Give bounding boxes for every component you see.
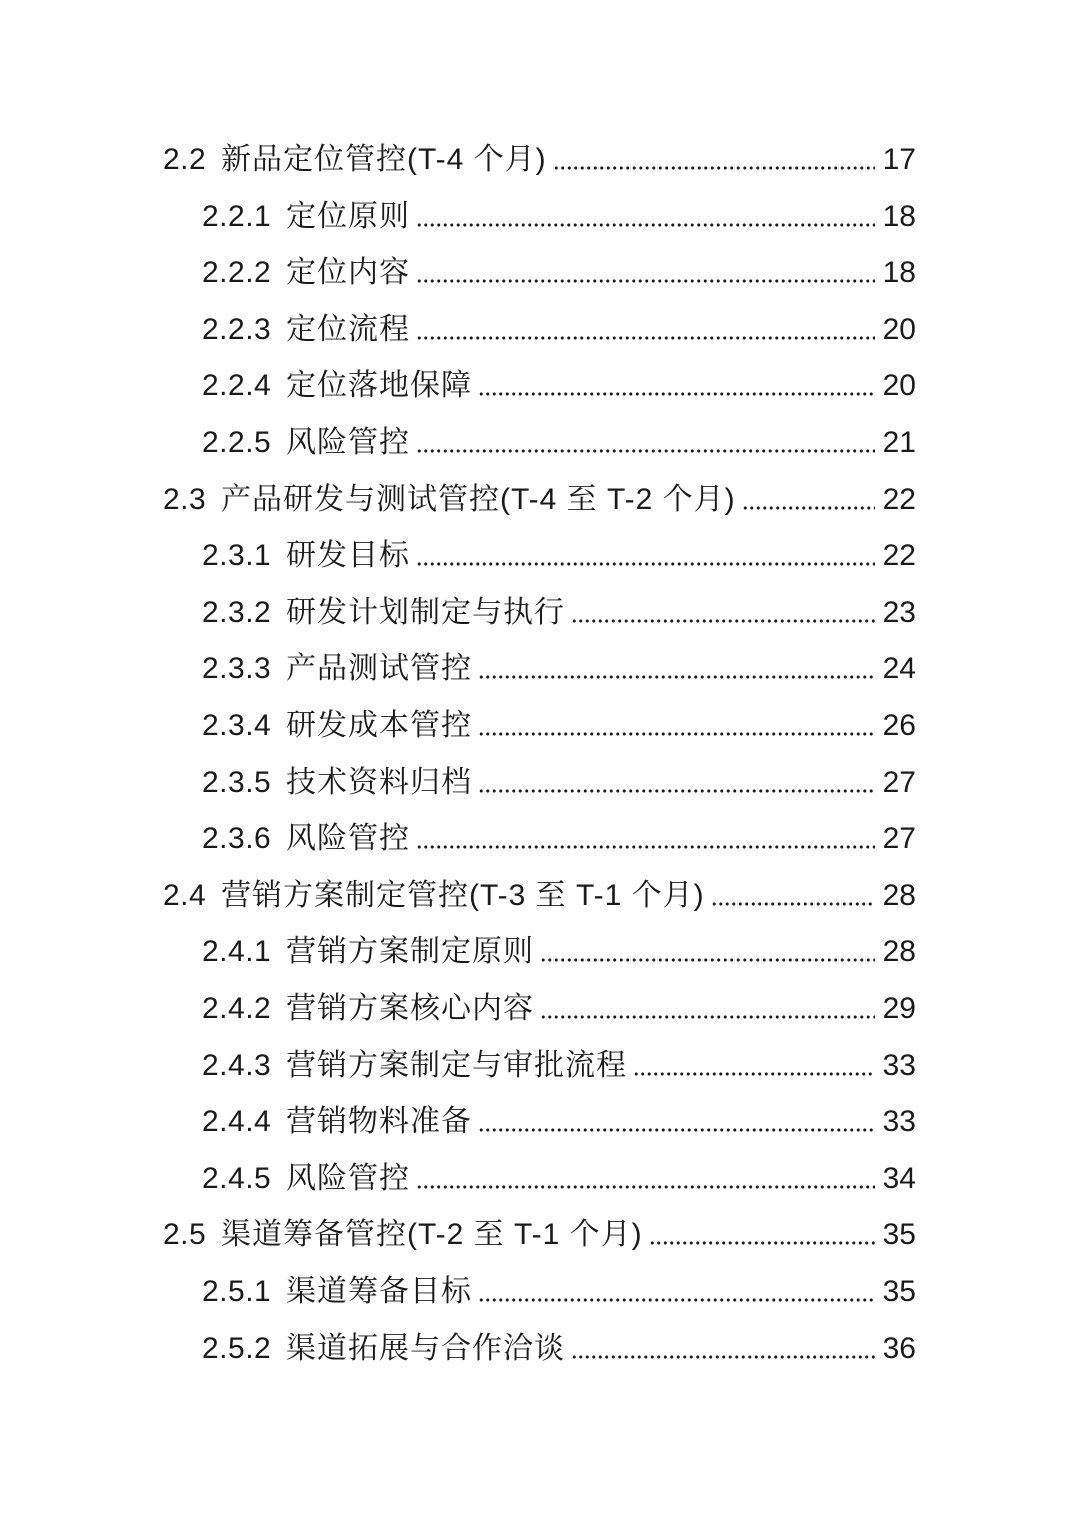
toc-entry-title: 渠道筹备目标 (286, 1275, 472, 1308)
toc-entry[interactable] (202, 698, 916, 754)
toc-entry-number: 2.3.5 (202, 765, 272, 799)
toc-entry-title: 营销方案核心内容 (286, 992, 534, 1025)
toc-entry-number: 2.2 (163, 143, 207, 176)
toc-entry-title: 定位落地保障 (286, 369, 472, 403)
toc-entry-page-number: 28 (882, 935, 916, 969)
toc-entry-number: 2.3.3 (202, 652, 272, 686)
toc-entry-title: 技术资料归档 (286, 765, 472, 799)
toc-entry-page-number: 22 (882, 482, 916, 516)
toc-entry-number: 2.3.4 (202, 709, 272, 742)
dot-leader (478, 1107, 875, 1137)
dot-leader (571, 598, 875, 628)
toc-entry-page-number: 35 (882, 1275, 916, 1308)
dot-leader (478, 654, 875, 684)
toc-entry-number: 2.4.5 (202, 1161, 272, 1195)
toc-entry-number: 2.3.2 (202, 595, 272, 629)
toc-entry[interactable] (202, 981, 916, 1037)
dot-leader (478, 371, 875, 401)
toc-entry-number: 2.2.4 (202, 369, 272, 403)
dot-leader (711, 881, 875, 911)
toc-entry[interactable] (163, 1207, 916, 1263)
toc-entry-number: 2.2.5 (202, 426, 272, 459)
toc-entry-title: 产品研发与测试管控(T-4 至 T-2 个月) (221, 482, 736, 516)
toc-entry[interactable] (202, 358, 916, 414)
toc-entry-title: 营销方案制定原则 (286, 935, 534, 969)
toc-entry-page-number: 23 (882, 595, 916, 629)
toc-entry[interactable] (202, 811, 916, 867)
toc-entry-title: 研发成本管控 (286, 709, 472, 742)
toc-entry[interactable] (202, 1094, 916, 1150)
toc-entry[interactable] (202, 641, 916, 697)
toc-entry-page-number: 21 (882, 426, 916, 459)
toc-entry[interactable] (202, 1151, 916, 1207)
toc-entry-page-number: 36 (882, 1331, 916, 1365)
dot-leader (416, 541, 875, 571)
toc-entry-number: 2.4.3 (202, 1048, 272, 1082)
toc-entry[interactable] (202, 245, 916, 301)
toc-entry-number: 2.5 (163, 1218, 207, 1252)
toc-entry[interactable] (202, 189, 916, 245)
toc-entry[interactable] (202, 415, 916, 471)
toc-entry-page-number: 17 (882, 143, 916, 176)
dot-leader (478, 711, 875, 741)
toc-entry-page-number: 27 (882, 765, 916, 799)
toc-entry-page-number: 33 (882, 1048, 916, 1082)
toc-entry-number: 2.4.1 (202, 935, 272, 969)
toc-entry[interactable] (202, 924, 916, 980)
dot-leader (478, 768, 875, 798)
toc-entry-title: 渠道拓展与合作洽谈 (286, 1331, 565, 1365)
toc-entry-page-number: 27 (882, 822, 916, 856)
dot-leader (416, 202, 875, 232)
toc-entry[interactable] (163, 132, 916, 188)
toc-entry[interactable] (163, 472, 916, 528)
toc-entry-number: 2.3 (163, 482, 207, 516)
toc-entry-title: 定位内容 (286, 256, 410, 290)
toc-entry-title: 定位原则 (286, 199, 410, 233)
dot-leader (649, 1220, 875, 1250)
toc-entry-title: 研发目标 (286, 539, 410, 573)
toc-entry-page-number: 34 (882, 1161, 916, 1195)
toc-entry-page-number: 24 (882, 652, 916, 686)
toc-entry-title: 风险管控 (286, 822, 410, 856)
dot-leader (416, 428, 875, 458)
toc-entry-page-number: 29 (882, 992, 916, 1025)
toc-entry-page-number: 18 (882, 256, 916, 290)
toc-entry-number: 2.3.1 (202, 539, 272, 573)
toc-entry-title: 营销方案制定管控(T-3 至 T-1 个月) (221, 878, 705, 912)
dot-leader (416, 824, 875, 854)
toc-entry-title: 研发计划制定与执行 (286, 595, 565, 629)
toc-entry-page-number: 20 (882, 369, 916, 403)
toc-entry-number: 2.2.3 (202, 312, 272, 346)
toc-entry[interactable] (163, 868, 916, 924)
toc-entry-title: 产品测试管控 (286, 652, 472, 686)
toc-entry-title: 营销方案制定与审批流程 (286, 1048, 627, 1082)
dot-leader (571, 1334, 875, 1364)
toc-entry-number: 2.2.2 (202, 256, 272, 290)
toc-entry-number: 2.5.1 (202, 1275, 272, 1308)
toc-entry-title: 风险管控 (286, 1161, 410, 1195)
toc-entry[interactable] (202, 1264, 916, 1320)
dot-leader (416, 258, 875, 288)
toc-entry-page-number: 22 (882, 539, 916, 573)
toc-entry-title: 营销物料准备 (286, 1105, 472, 1139)
toc-entry-title: 定位流程 (286, 312, 410, 346)
toc-entry-number: 2.2.1 (202, 199, 272, 233)
toc-entry-page-number: 28 (882, 878, 916, 912)
toc-entry-title: 渠道筹备管控(T-2 至 T-1 个月) (221, 1218, 643, 1252)
toc-entry[interactable] (202, 755, 916, 811)
dot-leader (742, 485, 875, 515)
toc-entry-number: 2.5.2 (202, 1331, 272, 1365)
toc-entry-title: 新品定位管控(T-4 个月) (221, 143, 547, 176)
dot-leader (540, 937, 875, 967)
dot-leader (553, 145, 875, 175)
toc-entry-title: 风险管控 (286, 426, 410, 459)
toc-entry[interactable] (202, 1321, 916, 1377)
toc-entry[interactable] (202, 528, 916, 584)
toc-entry-page-number: 35 (882, 1218, 916, 1252)
toc-entry-number: 2.3.6 (202, 822, 272, 856)
toc-entry-page-number: 26 (882, 709, 916, 742)
toc-entry-page-number: 18 (882, 199, 916, 233)
toc-entry-page-number: 20 (882, 312, 916, 346)
toc-entry-number: 2.4.2 (202, 992, 272, 1025)
dot-leader (478, 1277, 875, 1307)
toc-entry-number: 2.4 (163, 878, 207, 912)
dot-leader (540, 994, 875, 1024)
toc-entry[interactable] (202, 585, 916, 641)
dot-leader (633, 1051, 875, 1081)
toc-entry-page-number: 33 (882, 1105, 916, 1139)
toc-entry[interactable] (202, 1038, 916, 1094)
dot-leader (416, 1164, 875, 1194)
toc-entry-number: 2.4.4 (202, 1105, 272, 1139)
toc-entry[interactable] (202, 302, 916, 358)
dot-leader (416, 315, 875, 345)
